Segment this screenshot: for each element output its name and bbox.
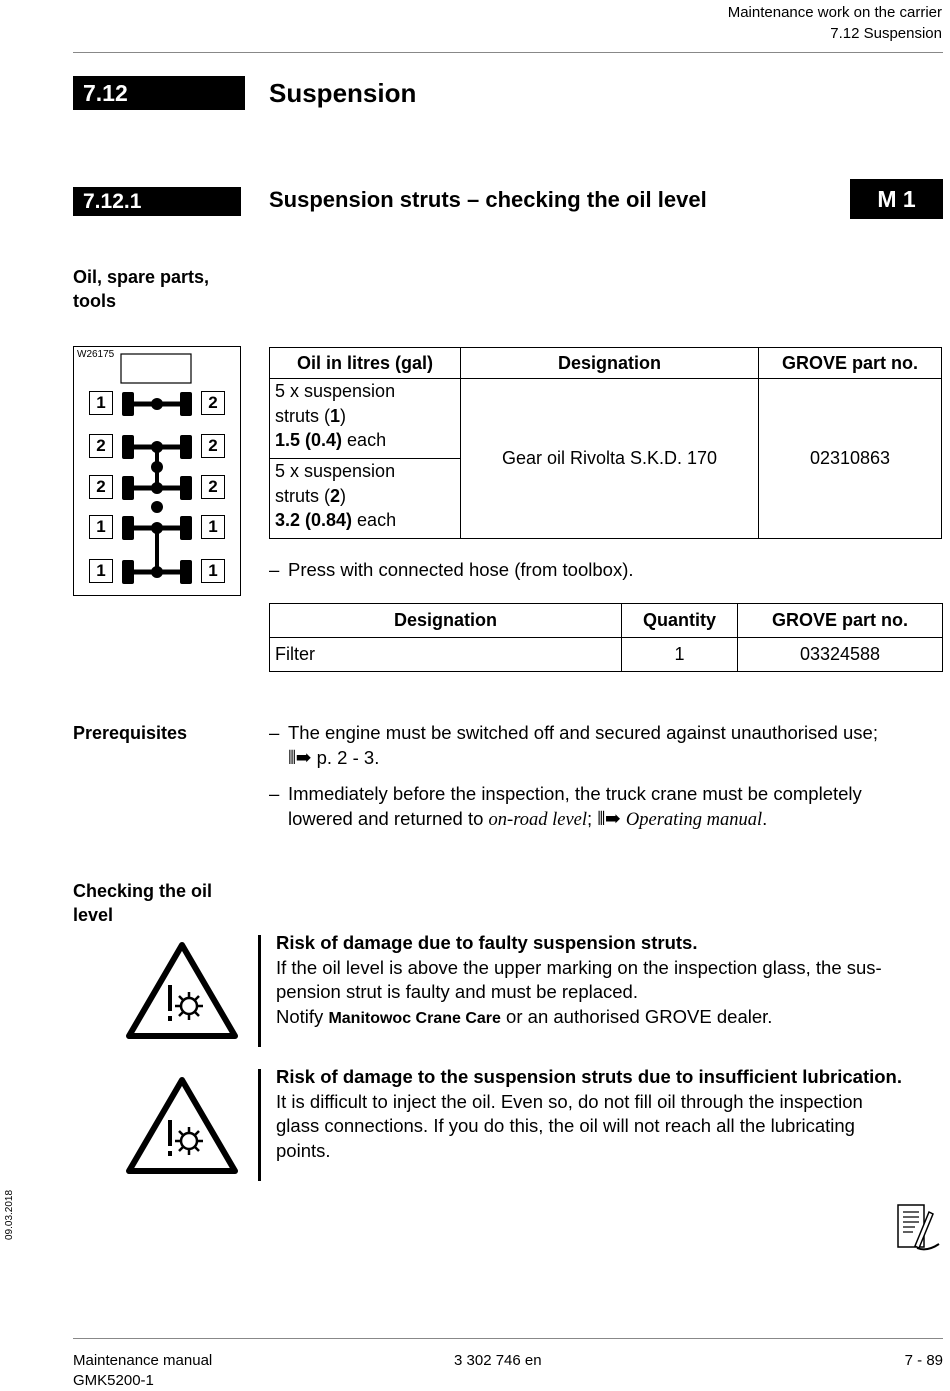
revision-date: 09.03.2018: [4, 1189, 15, 1240]
strut-group-label: 2: [201, 475, 225, 499]
warning-bar: [258, 1069, 261, 1181]
prerequisite-item: – The engine must be switched off and secured against unauthorised use; ⦀➡ p. 2 - 3.: [269, 722, 878, 768]
header-chapter: Maintenance work on the carrier: [727, 4, 942, 21]
axle-hub: [151, 482, 163, 494]
parts-table-header-part-no: GROVE part no.: [738, 604, 943, 638]
subsection-title: Suspension struts – checking the oil level: [269, 187, 707, 212]
parts-table-part-no: 03324588: [738, 638, 943, 672]
axle-hub: [151, 441, 163, 453]
footer-document-number: 3 302 746 en: [454, 1352, 542, 1369]
axle-diagram-figure: [73, 346, 241, 596]
row2-line1: 5 x suspension: [275, 461, 396, 481]
warning-faulty-struts: Risk of damage due to faulty suspension struts. If the oil level is above the upper marking on the inspection glass, the sus- pension strut is faulty and must be replaced. Notify Manitowoc Crane Care or an authorised GROVE dealer.: [276, 932, 882, 1027]
row2-line2: struts (2): [275, 485, 347, 506]
section-title: Suspension: [269, 78, 417, 108]
prerequisites-heading: Prerequisites: [73, 723, 188, 743]
strut-group-label: 2: [201, 434, 225, 458]
cross-reference-arrow-icon: ⦀➡: [597, 807, 621, 829]
cab-outline: [121, 354, 191, 383]
footer-page-number: 7 - 89: [904, 1352, 943, 1369]
row1-line1: 5 x suspension: [275, 381, 396, 401]
axle-hub: [151, 398, 163, 410]
header-section: 7.12 Suspension: [830, 25, 942, 42]
machine-damage-warning-icon: [125, 940, 239, 1040]
header-rule: [73, 52, 943, 53]
strut-group-label: 2: [201, 391, 225, 415]
axle-joint: [151, 501, 163, 513]
prerequisite-item: – Immediately before the inspection, the truck crane must be completely lowered and returned to on-road level; ⦀➡ Operating manual.: [269, 783, 862, 830]
cross-reference-arrow-icon: ⦀➡: [288, 746, 312, 768]
axle-joint: [151, 461, 163, 473]
row2-line3: 3.2 (0.84) each: [275, 510, 397, 530]
subsection-number: 7.12.1: [73, 187, 241, 216]
oil-table: [269, 347, 942, 539]
strut-group-label: 1: [201, 559, 225, 583]
strut-group-label: 1: [201, 515, 225, 539]
oil-parts-heading-line1: Oil, spare parts,: [73, 267, 210, 287]
figure-id: W26175: [77, 349, 115, 360]
parts-table-header-designation: Designation: [270, 604, 622, 638]
axle-hub: [151, 566, 163, 578]
parts-table-designation: Filter: [270, 638, 622, 672]
oil-table-header-designation: Designation: [461, 348, 759, 379]
footer-manual: Maintenance manual GMK5200-1: [73, 1352, 213, 1389]
strut-group-label: 2: [89, 475, 113, 499]
oil-table-cell-struts-2: [270, 459, 461, 539]
warning-insufficient-lubrication: Risk of damage to the suspension struts due to insufficient lubrication. It is difficult to inject the oil. Even so, do not fill oil through the inspection glass connections. If you do this, the oil will not reach all the lubricating points.: [276, 1066, 902, 1161]
oil-table-header-oil: Oil in litres (gal): [270, 348, 461, 379]
parts-table-header-quantity: Quantity: [622, 604, 738, 638]
parts-table: [269, 603, 943, 672]
maintenance-interval-badge: M 1: [850, 179, 943, 219]
oil-table-designation: Gear oil Rivolta S.K.D. 170: [461, 379, 759, 539]
strut-group-label: 1: [89, 559, 113, 583]
oil-table-cell-struts-1: [270, 379, 461, 459]
running-header: [728, 2, 942, 44]
strut-group-label: 1: [89, 515, 113, 539]
toolbox-note: – Press with connected hose (from toolbox).: [269, 559, 634, 580]
machine-damage-warning-icon: [125, 1075, 239, 1175]
row1-line3: 1.5 (0.4) each: [275, 430, 387, 450]
section-number: 7.12: [73, 76, 245, 110]
notes-icon: [895, 1202, 943, 1252]
parts-table-quantity: 1: [622, 638, 738, 672]
axle-hub: [151, 522, 163, 534]
warning-bar: [258, 935, 261, 1047]
strut-group-label: 2: [89, 434, 113, 458]
oil-table-header-part-no: GROVE part no.: [759, 348, 942, 379]
row1-line2: struts (1): [275, 405, 347, 426]
oil-table-part-no: 02310863: [759, 379, 942, 539]
oil-parts-heading-line2: tools: [73, 291, 116, 311]
oil-parts-heading: [73, 265, 209, 313]
strut-group-label: 1: [89, 391, 113, 415]
prerequisites-list: [269, 721, 949, 832]
checking-heading: Checking the oil level: [73, 881, 213, 925]
footer-rule: [73, 1338, 943, 1339]
